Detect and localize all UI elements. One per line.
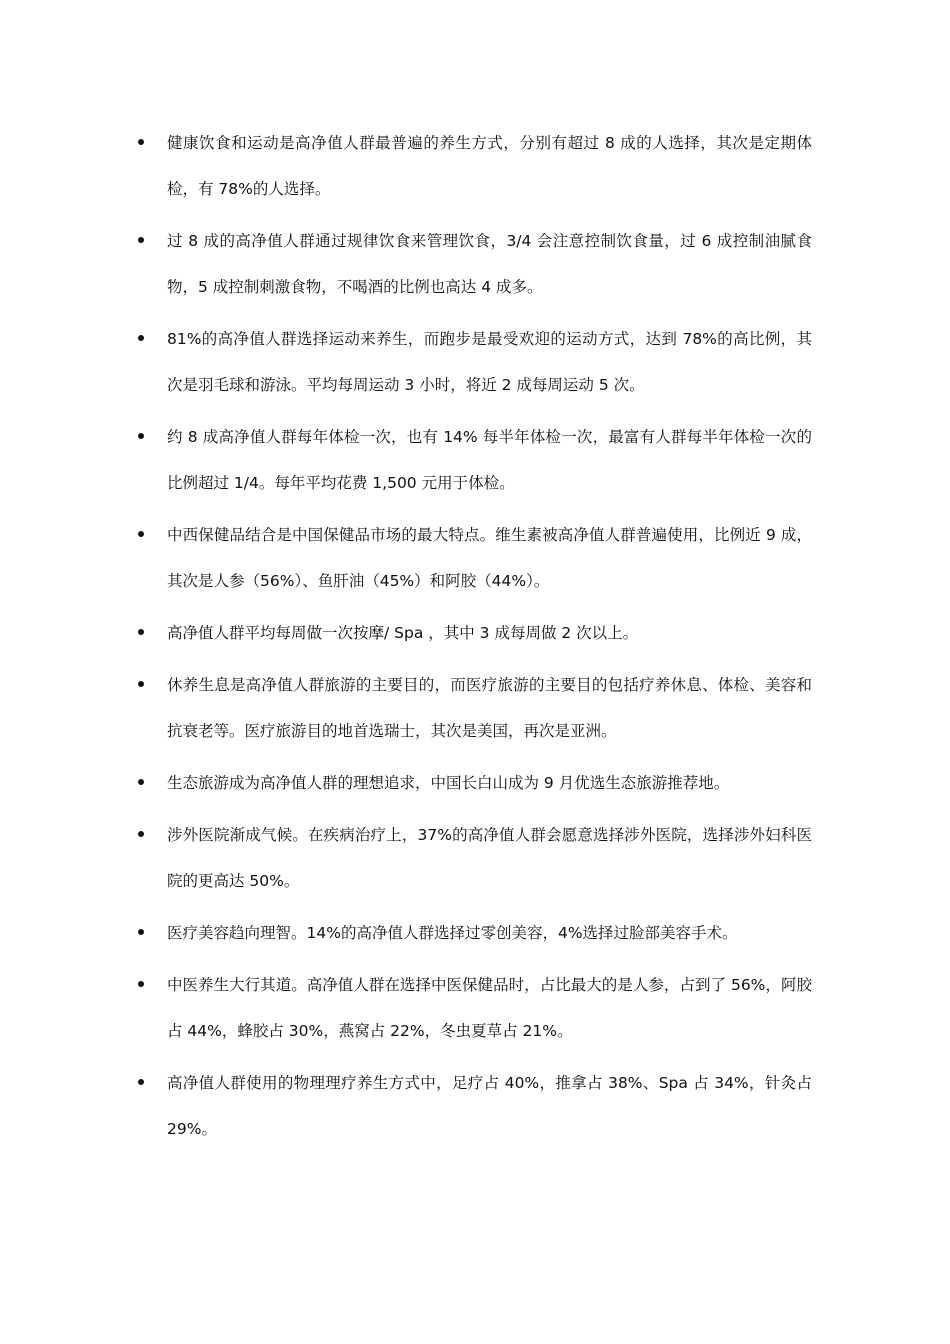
bullet-icon: [138, 139, 144, 145]
list-item: [167, 218, 812, 310]
list-item-text: 高净值人群平均每周做一次按摩/ Spa ，其中 3 成每周做 2 次以上。: [167, 624, 639, 642]
list-item: [167, 760, 812, 806]
bullet-icon: [138, 335, 144, 341]
list-item: [167, 120, 812, 212]
list-item-text: 医疗美容趋向理智。14%的高净值人群选择过零创美容，4%选择过脸部美容手术。: [167, 924, 738, 942]
list-item: [167, 962, 812, 1054]
list-item: [167, 910, 812, 956]
list-item: [167, 512, 812, 604]
bullet-icon: [138, 981, 144, 987]
bullet-icon: [138, 929, 144, 935]
list-item: [167, 812, 812, 904]
bullet-list: [167, 120, 812, 1158]
bullet-icon: [138, 629, 144, 635]
list-item-text: 涉外医院渐成气候。在疾病治疗上，37%的高净值人群会愿意选择涉外医院，选择涉外妇科医院的更高达 50%。: [167, 826, 812, 890]
list-item: [167, 610, 812, 656]
list-item-text: 中医养生大行其道。高净值人群在选择中医保健品时，占比最大的是人参，占到了 56%，阿胶占 44%，蜂胶占 30%，燕窝占 22%，冬虫夏草占 21%。: [167, 976, 812, 1040]
bullet-icon: [138, 531, 144, 537]
list-item-text: 81%的高净值人群选择运动来养生，而跑步是最受欢迎的运动方式，达到 78%的高比例，其次是羽毛球和游泳。平均每周运动 3 小时，将近 2 成每周运动 5 次。: [167, 330, 812, 394]
list-item-text: 生态旅游成为高净值人群的理想追求，中国长白山成为 9 月优选生态旅游推荐地。: [167, 774, 730, 792]
list-item: [167, 316, 812, 408]
list-item: [167, 1060, 812, 1152]
list-item-text: 健康饮食和运动是高净值人群最普遍的养生方式，分别有超过 8 成的人选择，其次是定期体检，有 78%的人选择。: [167, 134, 812, 198]
bullet-icon: [138, 681, 144, 687]
list-item-text: 中西保健品结合是中国保健品市场的最大特点。维生素被高净值人群普遍使用，比例近 9 成，其次是人参（56%）、鱼肝油（45%）和阿胶（44%）。: [167, 526, 812, 590]
bullet-icon: [138, 237, 144, 243]
list-item-text: 高净值人群使用的物理理疗养生方式中，足疗占 40%，推拿占 38%、Spa 占 34%，针灸占 29%。: [167, 1074, 812, 1138]
list-item: [167, 414, 812, 506]
list-item-text: 过 8 成的高净值人群通过规律饮食来管理饮食，3/4 会注意控制饮食量，过 6 成控制油腻食物，5 成控制刺激食物，不喝酒的比例也高达 4 成多。: [167, 232, 812, 296]
bullet-icon: [138, 433, 144, 439]
bullet-icon: [138, 831, 144, 837]
list-item-text: 休养生息是高净值人群旅游的主要目的，而医疗旅游的主要目的包括疗养休息、体检、美容和抗衰老等。医疗旅游目的地首选瑞士，其次是美国，再次是亚洲。: [167, 676, 812, 740]
list-item-text: 约 8 成高净值人群每年体检一次，也有 14% 每半年体检一次，最富有人群每半年体检一次的比例超过 1/4。每年平均花费 1,500 元用于体检。: [167, 428, 812, 492]
bullet-icon: [138, 779, 144, 785]
bullet-icon: [138, 1079, 144, 1085]
list-item: [167, 662, 812, 754]
